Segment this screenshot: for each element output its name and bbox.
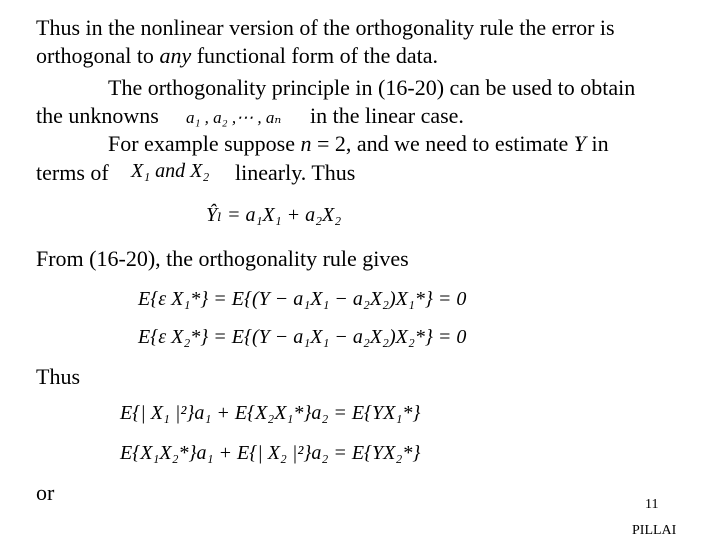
para3-line2-pre: terms of	[36, 160, 109, 185]
para1-line2-pre: orthogonal to	[36, 43, 160, 68]
author-name: PILLAI	[632, 523, 677, 538]
y-variable: Y	[573, 131, 586, 156]
thus-label: Thus	[36, 364, 80, 389]
para2-line2-pre: the unknowns	[36, 103, 159, 128]
para3-line1	[108, 131, 609, 157]
or-label: or	[36, 480, 55, 505]
x1-x2-formula: X₁ and X₂	[131, 160, 210, 182]
normal-equation-2: E{X₁X₂*}a₁ + E{| X₂ |²}a₂ = E{YX₂*}	[120, 442, 421, 464]
page-number: 11	[645, 497, 659, 512]
para1-line1: Thus in the nonlinear version of the orthogonality rule the error is	[36, 15, 615, 40]
unknowns-formula: a₁ , a₂ ,⋯ , aₙ	[186, 108, 282, 127]
orthogonality-equation-2: E{ε X₂*} = E{(Y − a₁X₁ − a₂X₂)X₂*} = 0	[138, 326, 467, 348]
para3-line2-post: linearly. Thus	[235, 160, 356, 185]
para3-line1-pre: For example suppose	[108, 131, 301, 156]
para3-line1-post: in	[586, 131, 609, 156]
estimate-equation: Ŷₗ = a₁X₁ + a₂X₂	[206, 204, 342, 226]
orthogonality-equation-1: E{ε X₁*} = E{(Y − a₁X₁ − a₂X₂)X₁*} = 0	[138, 288, 467, 310]
para2-line2-post: in the linear case.	[310, 103, 464, 128]
n-variable: n	[300, 131, 312, 156]
para1-line2	[36, 43, 438, 69]
normal-equation-1: E{| X₁ |²}a₁ + E{X₂X₁*}a₂ = E{YX₁*}	[120, 402, 421, 424]
para3-line1-mid: = 2, and we need to estimate	[311, 131, 574, 156]
para2-line1: The orthogonality principle in (16-20) can be used to obtain	[108, 75, 636, 100]
para1-line2-post: functional form of the data.	[191, 43, 439, 68]
from-rule-label: From (16-20), the orthogonality rule gives	[36, 246, 409, 271]
para1-emphasis: any	[159, 43, 192, 68]
